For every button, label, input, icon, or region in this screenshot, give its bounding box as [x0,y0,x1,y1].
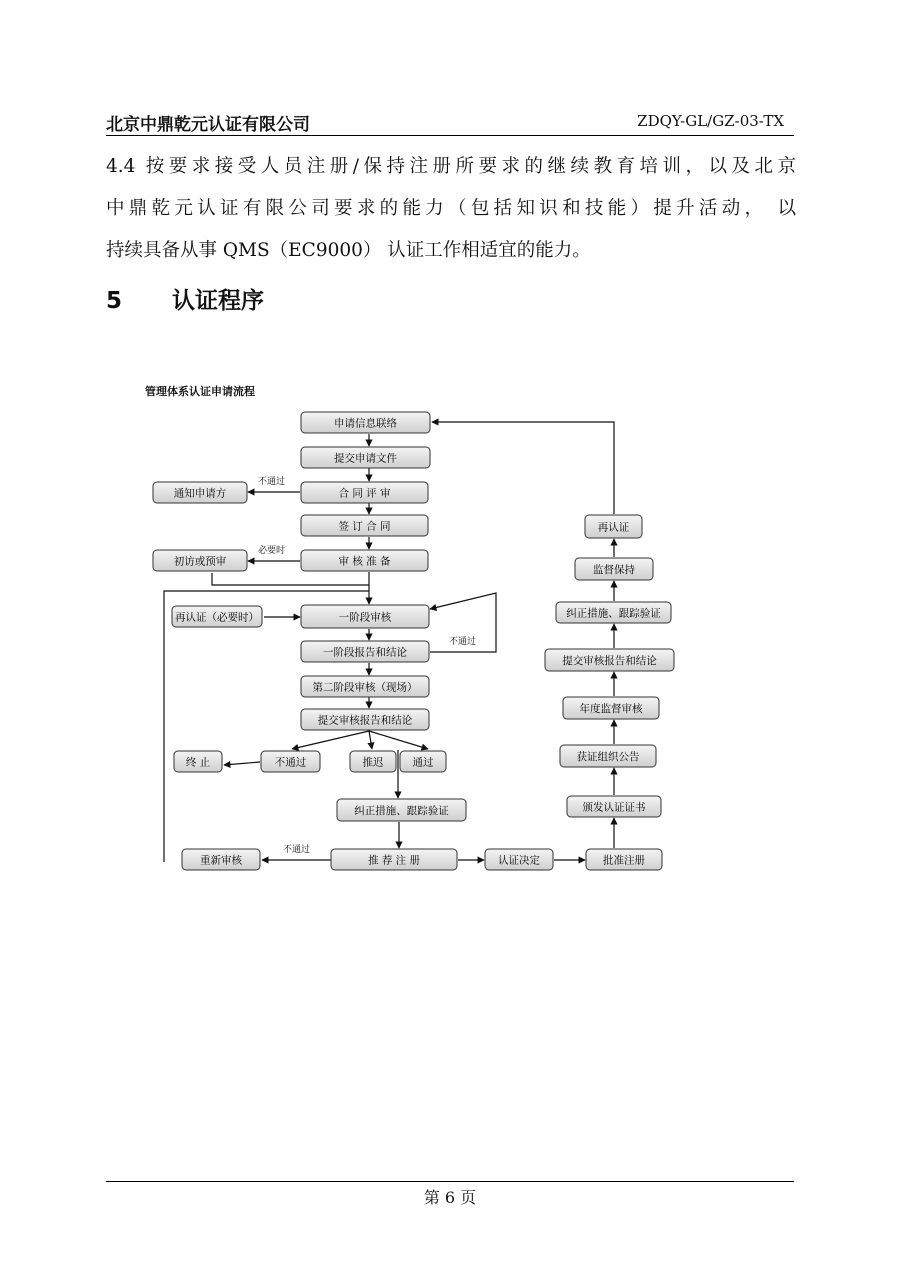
svg-text:再认证（必要时）: 再认证（必要时） [175,611,259,624]
svg-text:监督保持: 监督保持 [593,564,635,576]
flowchart-title: 管理体系认证申请流程 [145,385,255,398]
node-passed [400,751,446,772]
header-divider [106,135,794,136]
svg-text:第二阶段审核（现场）: 第二阶段审核（现场） [312,681,418,694]
node-submit-report [301,709,429,730]
paragraph-line-1: 4.4 按要求接受人员注册/保持注册所要求的继续教育培训，以及北京 [106,156,796,177]
svg-text:重新审核: 重新审核 [200,854,242,867]
section-heading [106,282,264,315]
svg-text:初访或预审: 初访或预审 [173,555,227,568]
svg-text:签 订 合 同: 签 订 合 同 [338,520,391,533]
node-recert-if-needed [172,606,262,627]
svg-text:一阶段报告和结论: 一阶段报告和结论 [323,646,407,659]
svg-text:批准注册: 批准注册 [603,854,645,867]
paragraph-line-3: 持续具备从事 QMS（EC9000） 认证工作相适宜的能力。 [106,240,591,261]
svg-text:一阶段审核: 一阶段审核 [338,611,392,624]
edge-label-stage1-fail: 不通过 [449,637,477,647]
node-submit-report-right [545,649,674,671]
header-document-code: ZDQY-GL/GZ-03-TX [637,112,784,130]
svg-text:不通过: 不通过 [274,756,307,769]
svg-text:年度监督审核: 年度监督审核 [579,703,643,715]
node-sign-contract [301,515,428,536]
svg-text:颁发认证证书: 颁发认证证书 [582,801,646,814]
node-surveillance-maintain [575,558,653,580]
node-corrective-verify [337,799,466,821]
node-info-contact [301,412,430,433]
svg-text:通知申请方: 通知申请方 [173,487,227,500]
svg-text:推 荐 注 册: 推 荐 注 册 [367,854,421,867]
node-stage1-audit [301,605,429,628]
section-number: 5 [106,288,123,314]
svg-text:纠正措施、跟踪验证: 纠正措施、跟踪验证 [566,607,661,620]
svg-text:终 止: 终 止 [185,756,211,769]
svg-text:推迟: 推迟 [362,756,384,769]
node-recertification [585,515,642,538]
node-notify-applicant [153,482,247,503]
node-cert-decision [485,849,553,870]
section-title: 认证程序 [172,288,264,314]
svg-text:再认证: 再认证 [597,521,630,534]
svg-text:提交审核报告和结论: 提交审核报告和结论 [562,655,657,667]
edge-label-recommend-fail: 不通过 [283,845,311,855]
node-stage1-report [301,641,429,662]
node-submit-application [301,447,430,468]
svg-text:合 同 评 审: 合 同 评 审 [338,487,391,500]
node-postpone [350,751,396,772]
paragraph-line-2: 中鼎乾元认证有限公司要求的能力（包括知识和技能）提升活动， 以 [106,198,796,219]
svg-text:通过: 通过 [412,756,434,769]
node-recommend-register [331,849,457,870]
footer-divider [106,1181,794,1182]
header-company-name: 北京中鼎乾元认证有限公司 [106,115,310,135]
svg-text:提交审核报告和结论: 提交审核报告和结论 [317,714,413,727]
flowchart-nodes [153,412,674,870]
node-contract-review [301,482,428,503]
svg-text:获证组织公告: 获证组织公告 [576,751,640,763]
body-paragraph [106,146,796,272]
node-approve-register [586,849,662,870]
svg-text:提交申请文件: 提交申请文件 [334,452,397,465]
edge-label-when-needed: 必要时 [258,546,286,556]
svg-text:纠正措施、跟踪验证: 纠正措施、跟踪验证 [354,805,449,817]
certification-flowchart [140,375,700,885]
node-announce-certified [560,745,656,767]
node-not-passed [261,751,320,772]
node-terminate [174,751,222,772]
edge-label-contract-fail: 不通过 [258,477,286,487]
svg-text:认证决定: 认证决定 [498,854,540,867]
page-number: 第 6 页 [423,1188,477,1207]
node-stage2-audit [301,676,429,697]
node-re-audit [182,849,260,870]
node-annual-surveillance [563,697,659,719]
svg-text:审 核 准 备: 审 核 准 备 [338,555,391,568]
node-issue-certificate [567,796,661,817]
node-initial-visit [153,550,247,571]
node-audit-prep [301,550,428,571]
node-corrective-verify-right [556,602,671,623]
svg-text:申请信息联络: 申请信息联络 [334,417,397,430]
